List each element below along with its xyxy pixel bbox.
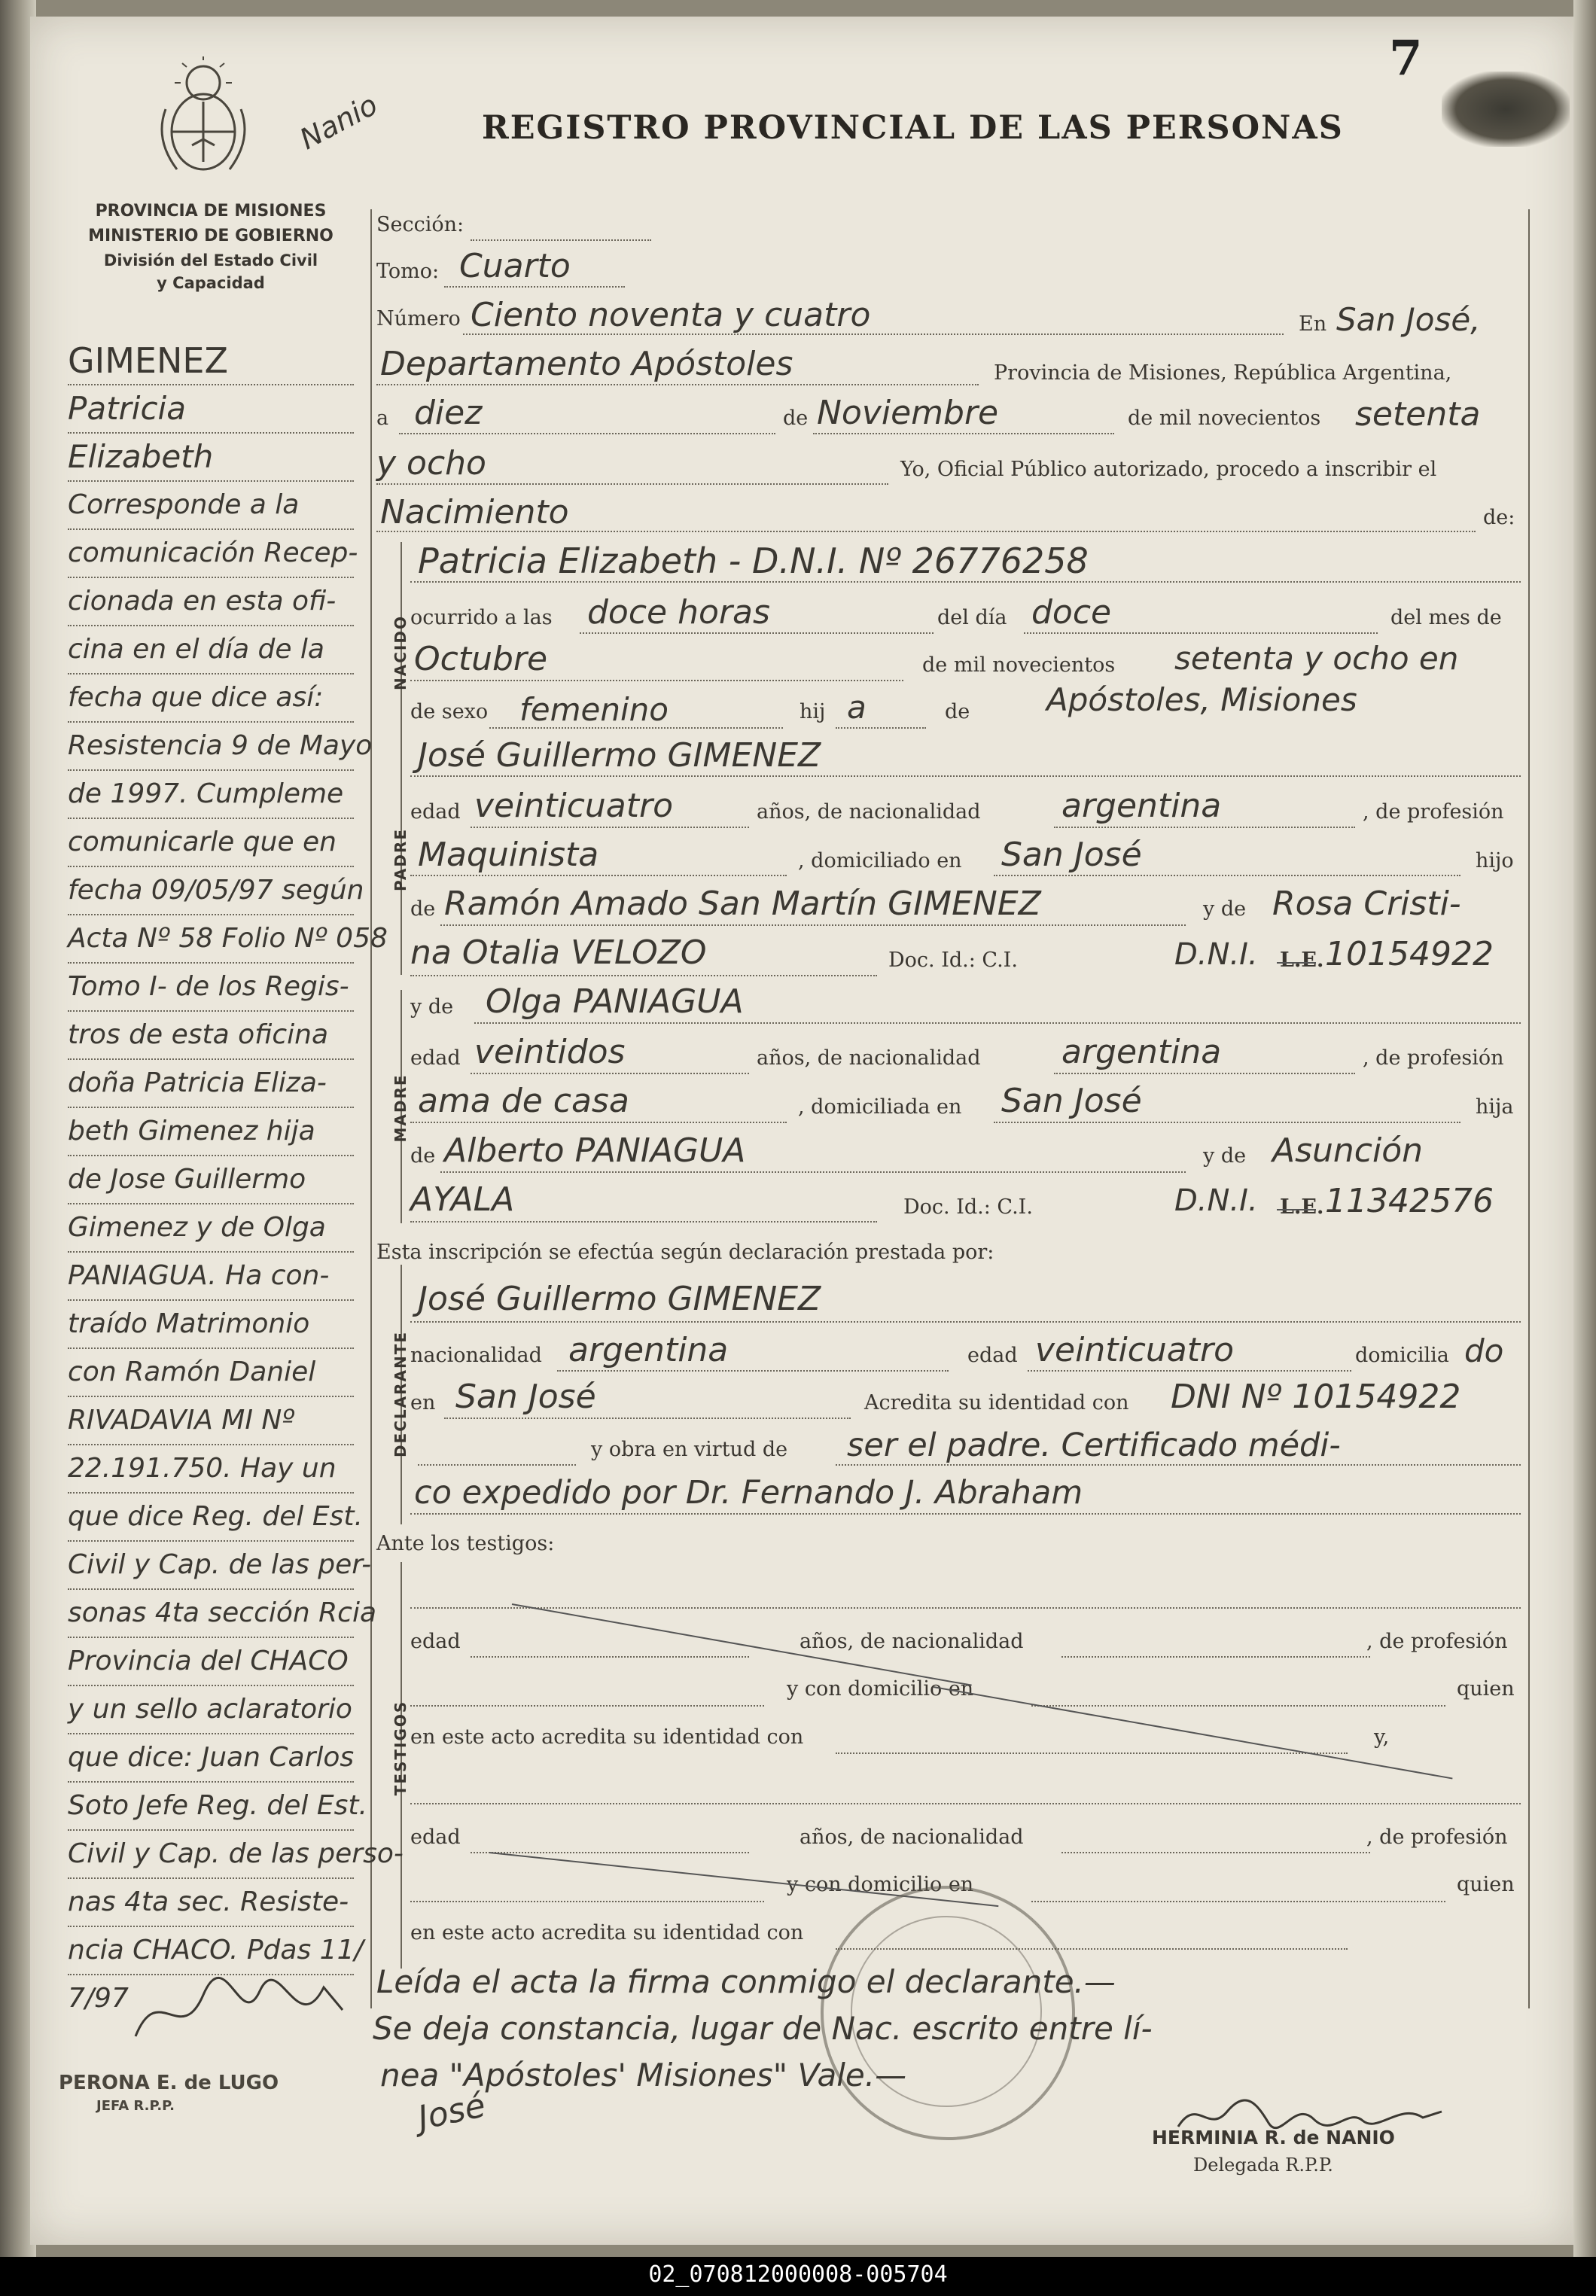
- mes-value: Noviembre: [817, 394, 999, 432]
- padre-madre-value-cont: na Otalia VELOZO: [410, 933, 707, 972]
- madre-prof-value: ama de casa: [418, 1082, 629, 1120]
- madre-padre-value: Alberto PANIAGUA: [444, 1131, 746, 1170]
- dia-nac-line: [1024, 632, 1378, 634]
- declarante-nac-value: argentina: [568, 1331, 729, 1369]
- margin-line: Civil y Cap. de las perso-: [68, 1831, 354, 1879]
- footer-code: 02_070812000008-005704: [648, 2261, 948, 2288]
- madre-prof-label: , de profesión: [1363, 1046, 1504, 1070]
- declarante-en-label: en: [410, 1391, 436, 1414]
- testigo2-nac-label: años, de nacionalidad: [800, 1826, 1024, 1849]
- margin-line: y un sello aclaratorio: [68, 1686, 354, 1734]
- declarante-edad-line: [1028, 1370, 1351, 1372]
- madre-de-label: de: [410, 1144, 436, 1168]
- office-capacity: y Capacidad: [157, 274, 265, 292]
- testigo1-nac-label: años, de nacionalidad: [800, 1630, 1024, 1653]
- mes-nac-line: [410, 680, 903, 681]
- seccion-line: [471, 239, 651, 241]
- declarante-obra-label: y obra en virtud de: [591, 1438, 788, 1461]
- margin-line: Corresponde a la: [68, 482, 354, 530]
- madre-doc-label: Doc. Id.: C.I.: [903, 1195, 1033, 1219]
- margin-line: de Jose Guillermo: [68, 1156, 354, 1204]
- declarante-en-value: San José: [455, 1378, 596, 1416]
- madre-name-value: Olga PANIAGUA: [486, 982, 744, 1021]
- novecientos-label: de mil novecientos: [922, 653, 1116, 677]
- margin-line: PANIAGUA. Ha con-: [68, 1253, 354, 1301]
- margin-line: que dice Reg. del Est.: [68, 1494, 354, 1542]
- madre-madre-value-cont: AYALA: [410, 1180, 515, 1219]
- testigos-ante-label: Ante los testigos:: [376, 1532, 555, 1555]
- hora-value: doce horas: [587, 593, 770, 632]
- nacido-section-label: NACIDO: [391, 615, 410, 690]
- declarante-obra-value-cont: co expedido por Dr. Fernando J. Abraham: [414, 1474, 1083, 1512]
- margin-signature-title: JEFA R.P.P.: [96, 2098, 175, 2114]
- declarante-acredita-label: Acredita su identidad con: [864, 1391, 1129, 1414]
- margin-line: cina en el día de la: [68, 626, 354, 674]
- declarante-signature: José: [414, 2086, 489, 2138]
- padre-name-value: José Guillermo GIMENEZ: [418, 736, 821, 775]
- testigo2-edad-line: [471, 1852, 749, 1853]
- officer-name: HERMINIA R. de NANIO: [1152, 2127, 1395, 2148]
- padre-doc-label: Doc. Id.: C.I.: [888, 949, 1018, 972]
- margin-line: Soto Jefe Reg. del Est.: [68, 1783, 354, 1831]
- declarante-name-value: José Guillermo GIMENEZ: [418, 1280, 821, 1318]
- madre-madre-value: Asunción: [1272, 1131, 1424, 1170]
- numero-label: Número: [376, 307, 461, 330]
- declarante-obra-value: ser el padre. Certificado médi-: [847, 1427, 1341, 1464]
- padre-nac-label: años, de nacionalidad: [757, 800, 981, 824]
- margin-line: Civil y Cap. de las per-: [68, 1542, 354, 1590]
- hora-line: [580, 632, 934, 634]
- padre-le-label: L.E.: [1280, 949, 1324, 972]
- anio-cont-line: [376, 483, 888, 485]
- margin-line: fecha 09/05/97 según: [68, 867, 354, 915]
- padre-prof-label: , de profesión: [1363, 800, 1504, 824]
- anio-value-cont: y ocho: [376, 444, 486, 483]
- mes-nac-value: Octubre: [414, 640, 548, 678]
- testigo1-quien-label: quien: [1457, 1677, 1515, 1701]
- padre-doc-value: 10154922: [1325, 935, 1494, 973]
- de-label: de: [783, 407, 809, 430]
- margin-signature-name: PERONA E. de LUGO: [59, 2072, 279, 2094]
- departamento-value: Departamento Apóstoles: [380, 345, 793, 383]
- margin-line: ncia CHACO. Pdas 11/: [68, 1927, 354, 1975]
- margin-line: tros de esta oficina: [68, 1012, 354, 1060]
- padre-nac-value: argentina: [1061, 787, 1222, 825]
- padre-section-label: PADRE: [391, 828, 410, 891]
- margin-line: fecha que dice así:: [68, 674, 354, 723]
- margin-line: Resistencia 9 de Mayo: [68, 723, 354, 771]
- dia-value: diez: [414, 394, 483, 432]
- madre-hija-label: hija: [1476, 1095, 1514, 1119]
- padre-edad-value: veinticuatro: [474, 787, 673, 825]
- madre-madre-cont-line: [410, 1221, 877, 1223]
- madre-dom-value: San José: [1001, 1082, 1142, 1120]
- testigo1-prof-label: , de profesión: [1366, 1630, 1508, 1653]
- padre-padre-line: [440, 924, 1186, 926]
- padre-doc-type: D.N.I.: [1174, 937, 1258, 972]
- padre-dom-line: [994, 875, 1460, 876]
- de-colon-label: de:: [1483, 506, 1515, 529]
- margin-divider: [370, 209, 372, 2008]
- testigo1-dom-line: [1031, 1705, 1445, 1707]
- madre-le-strike: [1277, 1209, 1316, 1210]
- mes-line: [813, 433, 1114, 434]
- nacido-name-line: [410, 581, 1521, 583]
- padre-prof-line: [410, 875, 787, 876]
- a-label: a: [376, 407, 389, 430]
- testigo1-nac-line: [1061, 1656, 1370, 1658]
- madre-dom-label: , domiciliada en: [798, 1095, 962, 1119]
- padre-nac-line: [1054, 827, 1355, 828]
- lugar-nac-value: Apóstoles, Misiones: [1046, 681, 1357, 718]
- declarante-obra-prefix-line: [418, 1464, 576, 1466]
- testigo1-acredita-label: en este acto acredita su identidad con: [410, 1725, 804, 1749]
- madre-nac-value: argentina: [1061, 1033, 1222, 1071]
- margin-line: sonas 4ta sección Rcia: [68, 1590, 354, 1638]
- madre-yde2-label: y de: [1203, 1144, 1247, 1168]
- en-label: En: [1299, 312, 1327, 336]
- padre-prof-value: Maquinista: [418, 836, 599, 874]
- margin-line: Acta Nº 58 Folio Nº 058: [68, 915, 354, 964]
- margin-line: Gimenez y de Olga: [68, 1204, 354, 1253]
- oficial-label: Yo, Oficial Público autorizado, procedo a inscribir el: [900, 458, 1437, 481]
- testigo2-dom-label: y con domicilio en: [787, 1873, 974, 1896]
- margin-line: 7/97: [68, 1983, 129, 2014]
- anio-nac-value: setenta y ocho en: [1174, 640, 1459, 677]
- padre-yde-label: y de: [1203, 897, 1247, 921]
- declarante-en-line: [444, 1417, 851, 1419]
- closing-line-3: nea "Apóstoles' Misiones" Vale.—: [380, 2057, 907, 2094]
- tomo-line: [444, 286, 625, 288]
- testigo1-y-label: y,: [1374, 1725, 1390, 1749]
- margin-line: RIVADAVIA MI Nº: [68, 1397, 354, 1445]
- testigo2-acredita-label: en este acto acredita su identidad con: [410, 1921, 804, 1944]
- madre-prof-line: [410, 1122, 787, 1123]
- declarante-section-label: DECLARANTE: [391, 1330, 410, 1458]
- madre-nac-label: años, de nacionalidad: [757, 1046, 981, 1070]
- handwritten-annotation: Nanio: [294, 87, 383, 157]
- book-edge: [1573, 0, 1596, 2258]
- margin-line: beth Gimenez hija: [68, 1108, 354, 1156]
- document-title: REGISTRO PROVINCIAL DE LAS PERSONAS: [482, 109, 1344, 147]
- tomo-value: Cuarto: [459, 247, 571, 285]
- padre-madre-value: Rosa Cristi-: [1272, 885, 1461, 923]
- nacido-de-label: de: [945, 700, 970, 723]
- padre-padre-value: Ramón Amado San Martín GIMENEZ: [444, 885, 1041, 923]
- margin-line: doña Patricia Eliza-: [68, 1060, 354, 1108]
- margin-line: traído Matrimonio: [68, 1301, 354, 1349]
- declarante-obra-cont-line: [410, 1513, 1521, 1515]
- padre-name-line: [410, 775, 1521, 777]
- provincia-label: Provincia de Misiones, República Argentina,: [994, 361, 1452, 385]
- padre-edad-label: edad: [410, 800, 461, 824]
- madre-doc-type: D.N.I.: [1174, 1183, 1258, 1218]
- departamento-line: [376, 384, 979, 385]
- madre-edad-value: veintidos: [474, 1033, 626, 1071]
- margin-signature-icon: [128, 1965, 354, 2055]
- margin-line: comunicación Recep-: [68, 530, 354, 578]
- del-mes-label: del mes de: [1390, 606, 1502, 629]
- testigo2-edad-label: edad: [410, 1826, 461, 1849]
- declarante-name-line: [410, 1321, 1521, 1323]
- closing-line-2: Se deja constancia, lugar de Nac. escrito entre lí-: [373, 2010, 1153, 2047]
- seccion-label: Sección:: [376, 213, 464, 236]
- testigo1-edad-line: [471, 1656, 749, 1658]
- margin-line: nas 4ta sec. Resiste-: [68, 1879, 354, 1927]
- declarante-intro: Esta inscripción se efectúa según declaración prestada por:: [376, 1241, 994, 1264]
- madre-edad-line: [471, 1073, 749, 1074]
- hij-label: hij: [800, 700, 826, 723]
- declarante-nac-label: nacionalidad: [410, 1344, 542, 1367]
- testigo1-prof-line: [410, 1705, 764, 1707]
- margin-line: GIMENEZ: [68, 337, 354, 385]
- padre-edad-line: [471, 827, 749, 828]
- ocurrido-label: ocurrido a las: [410, 606, 553, 629]
- margin-line: que dice: Juan Carlos: [68, 1734, 354, 1783]
- padre-hijo-label: hijo: [1476, 849, 1514, 872]
- declarante-dom-suffix: do: [1464, 1332, 1504, 1369]
- madre-padre-line: [440, 1171, 1186, 1173]
- madre-dom-line: [994, 1122, 1460, 1123]
- testigo1-dom-label: y con domicilio en: [787, 1677, 974, 1701]
- tomo-label: Tomo:: [376, 260, 440, 283]
- testigo2-quien-label: quien: [1457, 1873, 1515, 1896]
- officer-title: Delegada R.P.P.: [1193, 2154, 1333, 2176]
- hij-line: [836, 727, 926, 729]
- madre-name-line: [474, 1022, 1521, 1024]
- padre-de-label: de: [410, 897, 436, 921]
- madre-yde-label: y de: [410, 995, 454, 1019]
- madre-nac-line: [1054, 1073, 1355, 1074]
- margin-line: Elizabeth: [68, 434, 354, 482]
- office-ministry: MINISTERIO DE GOBIERNO: [88, 227, 334, 245]
- testigo2-dom-line: [1031, 1901, 1445, 1902]
- acto-value: Nacimiento: [380, 493, 569, 531]
- testigo1-acredita-line: [836, 1752, 1348, 1754]
- padre-madre-cont-line: [410, 975, 877, 976]
- madre-section-label: MADRE: [391, 1073, 410, 1143]
- declarante-nac-line: [557, 1370, 949, 1372]
- declarante-obra-line: [836, 1464, 1521, 1466]
- madre-le-label: L.E.: [1280, 1195, 1324, 1219]
- closing-line-1: Leída el acta la firma conmigo el declarante.—: [376, 1963, 1116, 2000]
- margin-line: con Ramón Daniel: [68, 1349, 354, 1397]
- testigo2-prof-label: , de profesión: [1366, 1826, 1508, 1849]
- declarante-dom-label: domicilia: [1355, 1344, 1449, 1367]
- testigo2-prof-line: [410, 1901, 764, 1902]
- coat-of-arms-icon: [151, 56, 256, 188]
- padre-dom-label: , domiciliado en: [798, 849, 962, 872]
- declarante-edad-label: edad: [967, 1344, 1018, 1367]
- dia-nac-value: doce: [1031, 593, 1112, 632]
- testigos-section-label: TESTIGOS: [391, 1700, 410, 1796]
- padre-le-strike: [1277, 962, 1316, 964]
- testigo2-nac-line: [1061, 1852, 1370, 1853]
- numero-value: Ciento noventa y cuatro: [471, 296, 871, 334]
- page-number: 7: [1389, 30, 1423, 87]
- office-division: División del Estado Civil: [103, 251, 318, 269]
- madre-edad-label: edad: [410, 1046, 461, 1070]
- declarante-edad-value: veinticuatro: [1035, 1331, 1234, 1369]
- margin-line: Tomo I- de los Regis-: [68, 964, 354, 1012]
- testigo2-name-line: [410, 1803, 1521, 1804]
- del-dia-label: del día: [937, 606, 1007, 629]
- anio-value: setenta: [1355, 395, 1481, 434]
- margin-line: de 1997. Cumpleme: [68, 771, 354, 819]
- anio-label: de mil novecientos: [1128, 407, 1321, 430]
- sexo-value: femenino: [519, 691, 669, 728]
- office-province: PROVINCIA DE MISIONES: [95, 202, 327, 221]
- madre-doc-value: 11342576: [1325, 1182, 1494, 1220]
- testigo1-name-line: [410, 1607, 1521, 1609]
- sexo-label: de sexo: [410, 700, 489, 723]
- corner-stain: [1442, 72, 1570, 147]
- hij-value: a: [847, 689, 867, 726]
- margin-line: comunicarle que en: [68, 819, 354, 867]
- declarante-acredita-value: DNI Nº 10154922: [1171, 1378, 1461, 1416]
- margin-line: 22.191.750. Hay un: [68, 1445, 354, 1494]
- nacido-name-value: Patricia Elizabeth - D.N.I. Nº 26776258: [418, 541, 1089, 581]
- testigo1-edad-label: edad: [410, 1630, 461, 1653]
- margin-line: cionada en esta ofi-: [68, 578, 354, 626]
- padre-dom-value: San José: [1001, 836, 1142, 874]
- margin-line: Patricia: [68, 385, 354, 434]
- en-value: San José,: [1336, 301, 1481, 338]
- dia-line: [399, 433, 775, 434]
- margin-line: Provincia del CHACO: [68, 1638, 354, 1686]
